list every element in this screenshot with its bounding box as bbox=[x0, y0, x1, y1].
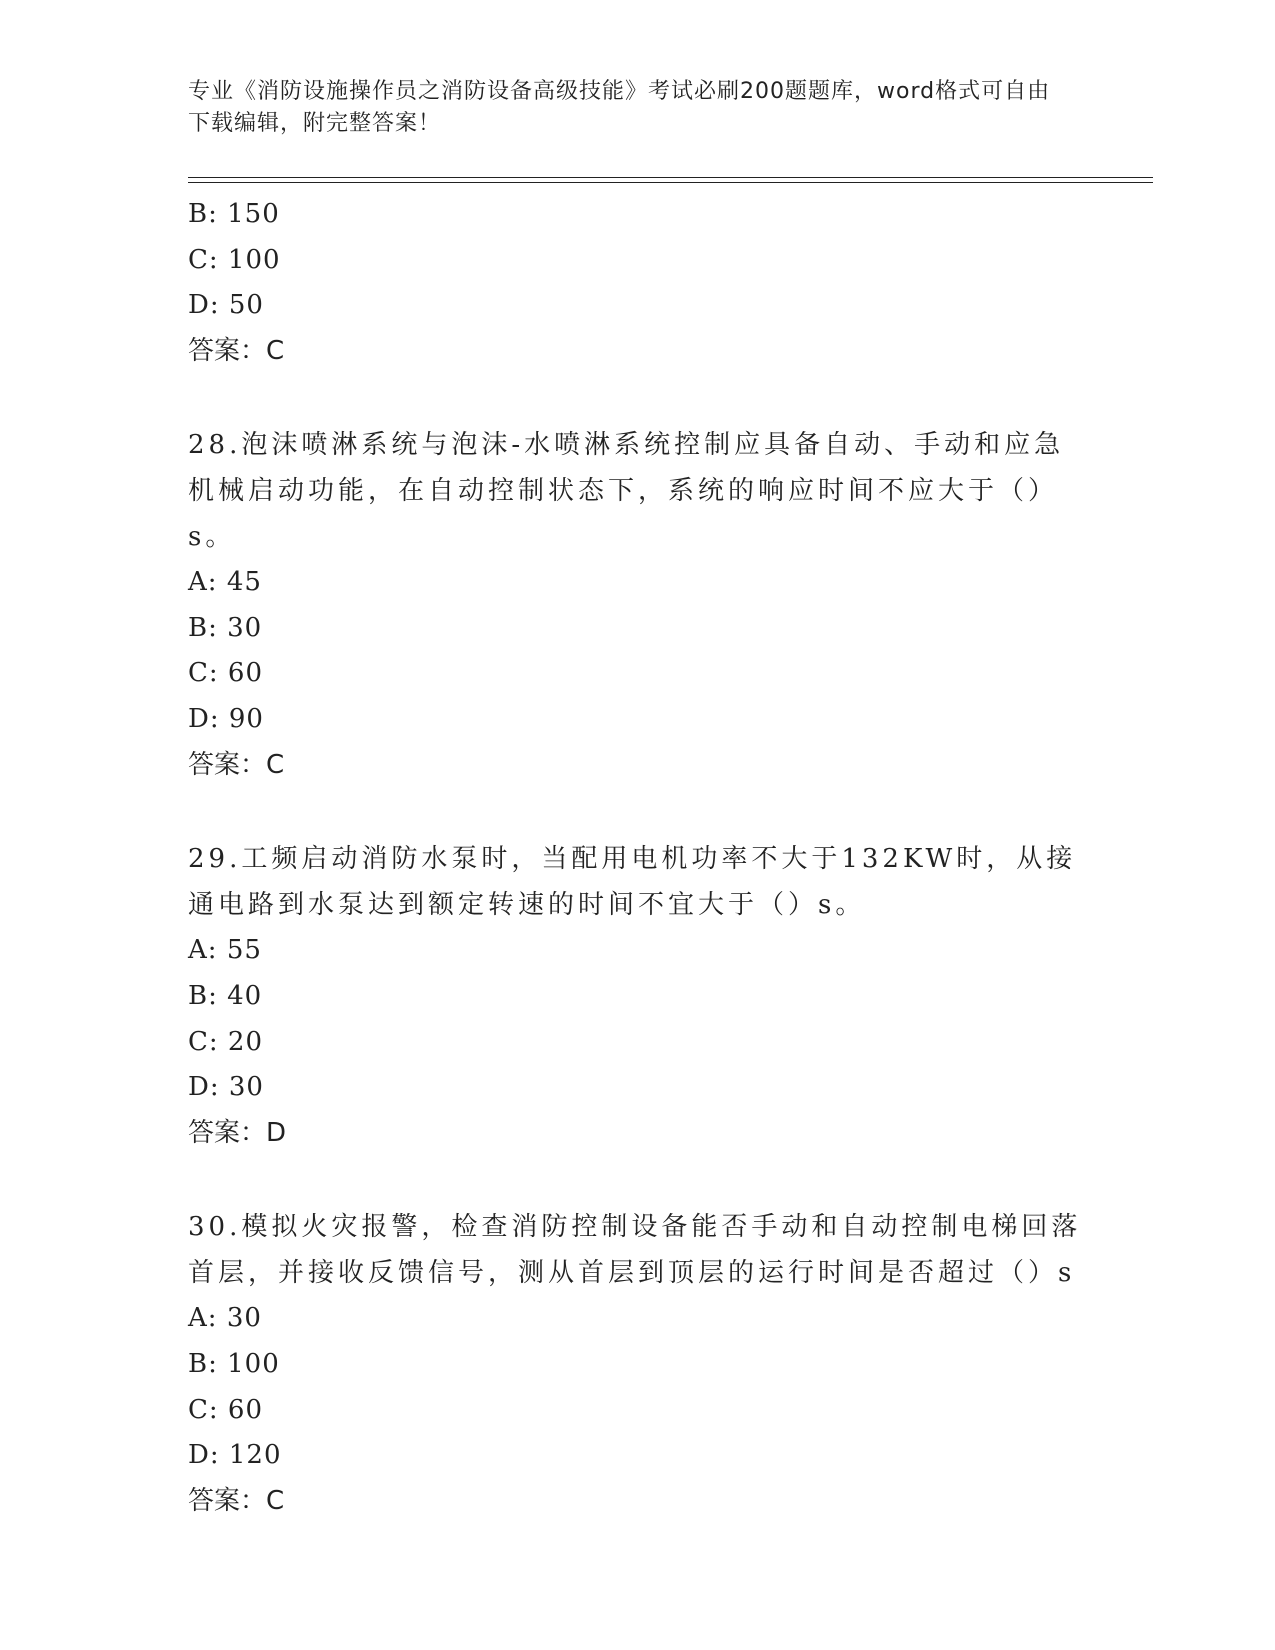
option-d bbox=[188, 283, 1088, 329]
option-value: 45 bbox=[226, 567, 262, 598]
question-stem: 29.工频启动消防水泵时，当配用电机功率不大于132KW时，从接通电路到水泵达到额定转速的时间不宜大于（）s。 bbox=[188, 844, 1077, 920]
option-label: A: bbox=[188, 1303, 218, 1334]
header-divider-bottom bbox=[188, 182, 1153, 183]
answer-line: 答案：C bbox=[188, 335, 285, 366]
option-label: C: bbox=[188, 1394, 219, 1425]
question-30 bbox=[188, 1205, 1088, 1524]
option-value: 30 bbox=[228, 1072, 264, 1103]
option-d bbox=[188, 697, 1088, 743]
option-b bbox=[188, 192, 1088, 238]
option-label: D: bbox=[188, 1072, 220, 1103]
answer-line: 答案：D bbox=[188, 1117, 287, 1148]
option-value: 60 bbox=[227, 658, 264, 689]
option-label: B: bbox=[188, 1349, 218, 1380]
option-label: B: bbox=[188, 612, 218, 643]
option-value: 55 bbox=[226, 935, 262, 966]
option-b bbox=[188, 1342, 1088, 1388]
option-value: 100 bbox=[227, 1349, 280, 1380]
option-c bbox=[188, 1388, 1088, 1434]
option-label: D: bbox=[188, 290, 220, 321]
option-value: 100 bbox=[227, 244, 281, 275]
option-value: 60 bbox=[227, 1394, 264, 1425]
option-d bbox=[188, 1433, 1088, 1479]
document-body bbox=[188, 192, 1088, 1524]
option-value: 20 bbox=[227, 1026, 264, 1057]
option-value: 30 bbox=[226, 1303, 262, 1334]
option-label: C: bbox=[188, 1026, 219, 1057]
header-divider-top bbox=[188, 177, 1153, 178]
option-a bbox=[188, 928, 1088, 974]
option-a bbox=[188, 560, 1088, 606]
answer-line: 答案：C bbox=[188, 1485, 285, 1516]
option-label: A: bbox=[188, 567, 218, 598]
option-label: D: bbox=[188, 703, 220, 734]
option-value: 120 bbox=[228, 1440, 282, 1471]
option-a bbox=[188, 1296, 1088, 1342]
option-c bbox=[188, 1020, 1088, 1066]
continued-question bbox=[188, 192, 1088, 374]
option-c bbox=[188, 651, 1088, 697]
answer-line: 答案：C bbox=[188, 749, 285, 780]
question-stem: 28.泡沫喷淋系统与泡沫-水喷淋系统控制应具备自动、手动和应急机械启动功能，在自动控制状态下，系统的响应时间不应大于（）s。 bbox=[188, 430, 1065, 552]
option-label: C: bbox=[188, 658, 219, 689]
option-label: B: bbox=[188, 199, 218, 229]
option-value: 50 bbox=[228, 290, 264, 321]
option-value: 40 bbox=[227, 980, 263, 1011]
option-label: D: bbox=[188, 1440, 220, 1471]
option-value: 90 bbox=[228, 703, 264, 734]
option-d bbox=[188, 1065, 1088, 1111]
option-c bbox=[188, 238, 1088, 284]
option-b bbox=[188, 974, 1088, 1020]
option-value: 150 bbox=[227, 199, 280, 229]
question-28 bbox=[188, 423, 1088, 788]
option-label: B: bbox=[188, 980, 218, 1011]
option-b bbox=[188, 606, 1088, 652]
option-value: 30 bbox=[227, 612, 263, 643]
question-stem: 30.模拟火灾报警，检查消防控制设备能否手动和自动控制电梯回落首层，并接收反馈信号，测从首层到顶层的运行时间是否超过（）s bbox=[188, 1212, 1082, 1288]
document-header: 专业《消防设施操作员之消防设备高级技能》考试必刷200题题库，word格式可自由下载编辑，附完整答案！ bbox=[188, 79, 1051, 136]
option-label: C: bbox=[188, 244, 219, 275]
option-label: A: bbox=[188, 935, 218, 966]
question-29 bbox=[188, 837, 1088, 1156]
